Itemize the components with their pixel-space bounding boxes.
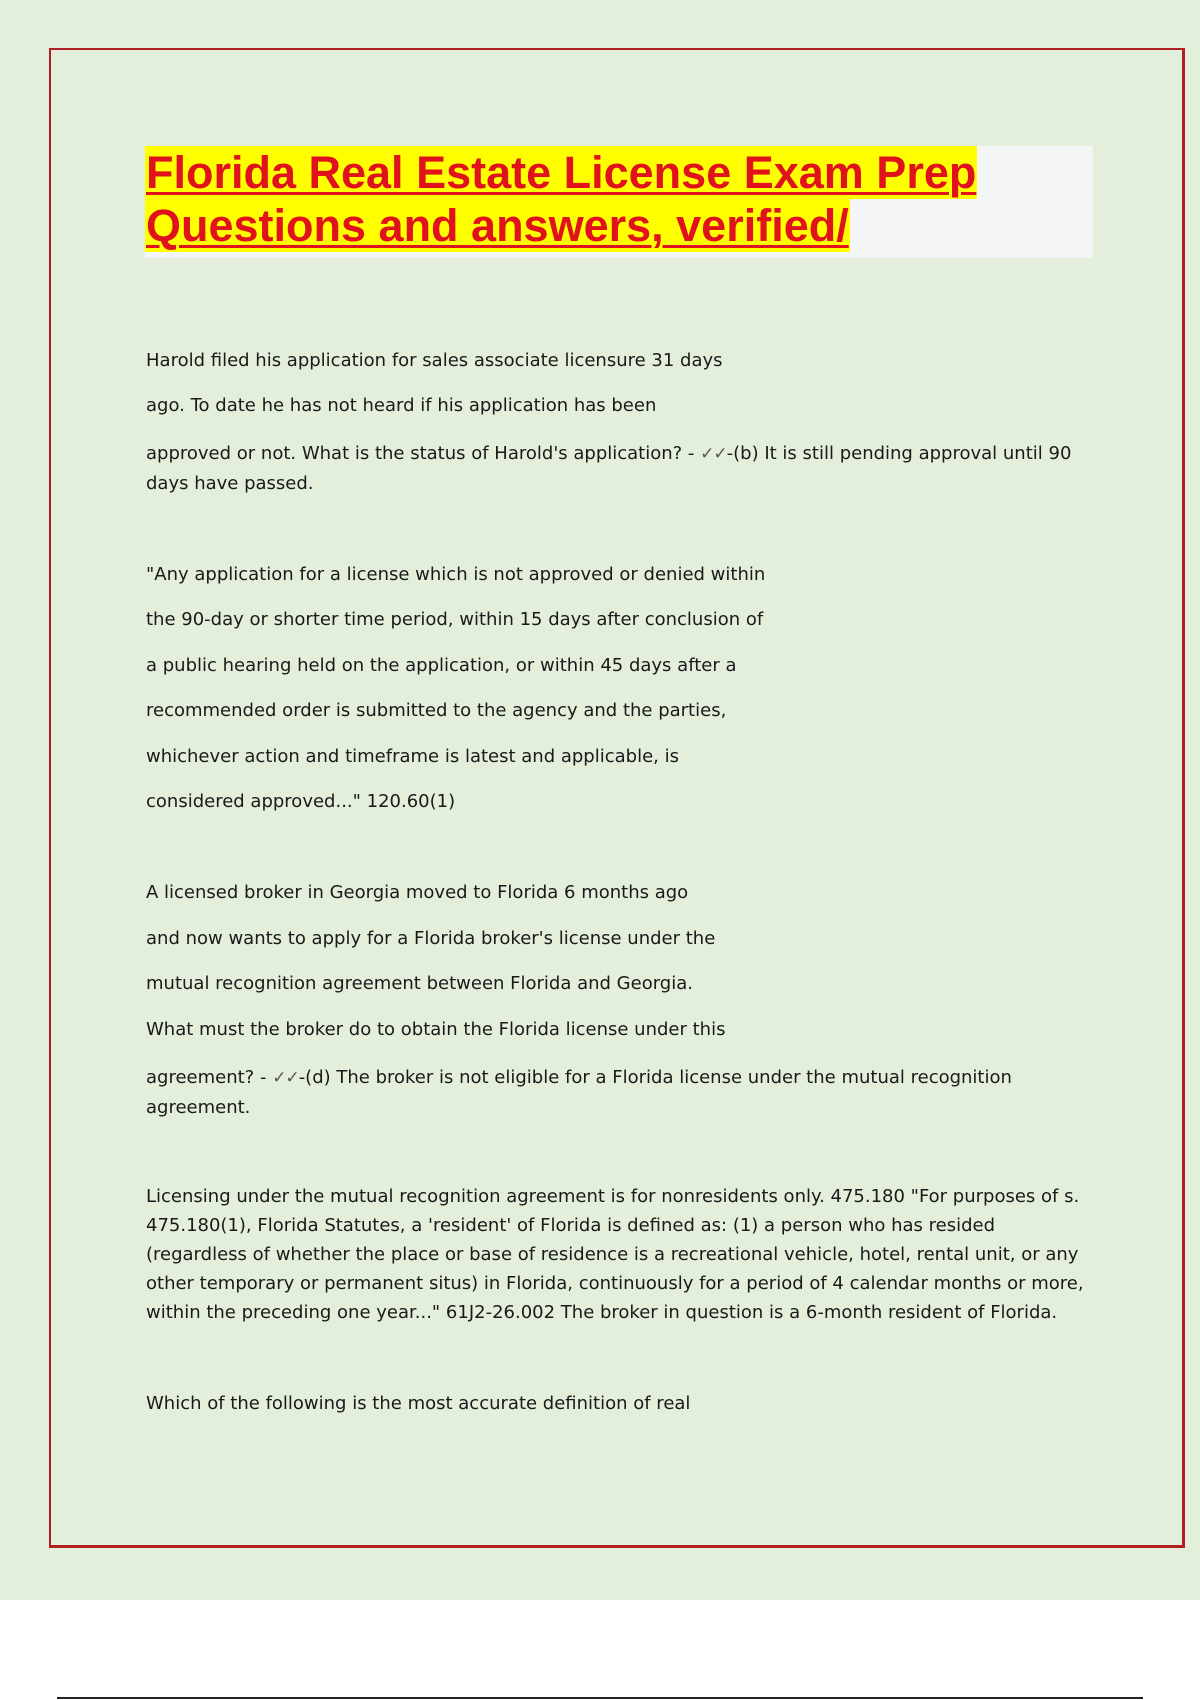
q1-answer: -(b) It is still pending approval until 90 days have passed. — [146, 443, 1072, 494]
title-line-1: Florida Real Estate License Exam Prep — [146, 147, 977, 198]
e1-line-1: "Any application for a license which is not approved or denied within — [146, 564, 766, 585]
checkmark-icon: ✓✓ — [272, 1068, 299, 1088]
q1-line-2: ago. To date he has not heard if his application has been — [146, 395, 657, 416]
q1-question-answer — [146, 439, 1091, 498]
e1-line-2: the 90-day or shorter time period, within 15 days after conclusion of — [146, 609, 764, 630]
q1-line-1: Harold filed his application for sales associate licensure 31 days — [146, 350, 723, 371]
e1-line-6: considered approved..." 120.60(1) — [146, 791, 456, 812]
footer-divider — [57, 1697, 1143, 1699]
e1-line-5: whichever action and timeframe is latest and applicable, is — [146, 746, 679, 767]
q2-line-1: A licensed broker in Georgia moved to Florida 6 months ago — [146, 882, 689, 903]
q2-line-2: and now wants to apply for a Florida broker's license under the — [146, 928, 716, 949]
checkmark-icon: ✓✓ — [700, 444, 727, 464]
q2-question-answer — [146, 1063, 1091, 1122]
title-line-2: Questions and answers, verified/ — [146, 200, 849, 251]
document-title — [145, 146, 1093, 258]
e2-paragraph: Licensing under the mutual recognition agreement is for nonresidents only. 475.180 "For purposes of s. 475.180(1), Florida Statutes, a 'resident' of Florida is defined as: (1) a person who has resided (regardless of whether the place or base of residence is a recreational vehicle, hotel, rental unit, or any other temporary or permanent situs) in Florida, continuously for a period of 4 calendar months or more, within the preceding one year..." 61J2-26.002 The broker in question is a 6-month resident of Florida. — [146, 1186, 1084, 1323]
q1-question-end: approved or not. What is the status of Harold's application? - — [146, 443, 701, 464]
e1-line-3: a public hearing held on the application, or within 45 days after a — [146, 655, 737, 676]
q2-question-end: agreement? - — [146, 1067, 273, 1088]
q2-answer: -(d) The broker is not eligible for a Florida license under the mutual recognition agreement. — [146, 1067, 1012, 1118]
q2-line-3: mutual recognition agreement between Florida and Georgia. — [146, 973, 693, 994]
q2-line-4: What must the broker do to obtain the Florida license under this — [146, 1019, 726, 1040]
q3-line-1: Which of the following is the most accurate definition of real — [146, 1393, 691, 1414]
e1-line-4: recommended order is submitted to the agency and the parties, — [146, 700, 727, 721]
